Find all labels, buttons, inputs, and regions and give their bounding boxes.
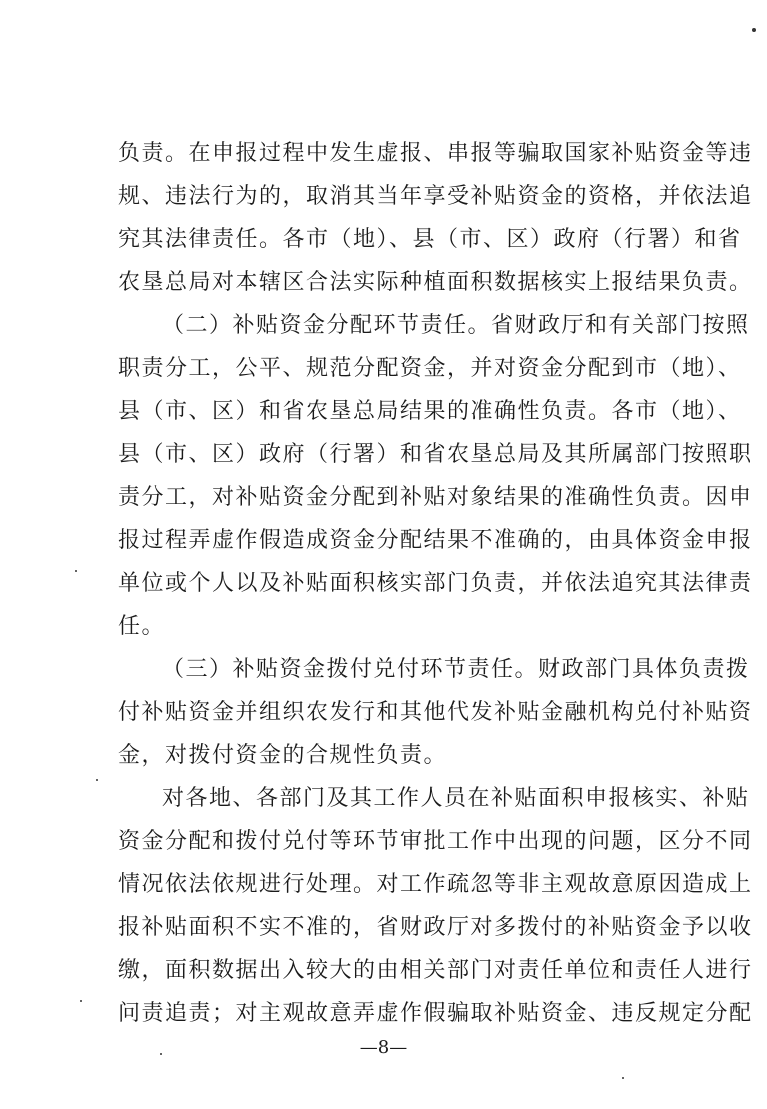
scan-speck	[622, 1077, 624, 1079]
text-line: 究其法律责任。各市（地）、县（市、区）政府（行署）和省	[118, 227, 742, 252]
scan-speck	[160, 1053, 162, 1055]
text-line: 职责分工，公平、规范分配资金，并对资金分配到市（地）、	[118, 356, 742, 381]
text-line: 问责追责；对主观故意弄虚作假骗取补贴资金、违反规定分配	[118, 1001, 753, 1026]
page-number: —8—	[359, 1037, 408, 1058]
text-line: 负责。在申报过程中发生虚报、串报等骗取国家补贴资金等违	[118, 141, 753, 166]
section-heading-line: （三）补贴资金拨付兑付环节责任。财政部门具体负责拨	[162, 657, 750, 682]
text-line: 农垦总局对本辖区合法实际种植面积数据核实上报结果负责。	[118, 270, 753, 295]
section-heading-line: （二）补贴资金分配环节责任。省财政厅和有关部门按照	[162, 313, 750, 338]
text-line: 县（市、区）政府（行署）和省农垦总局及其所属部门按照职	[118, 442, 753, 467]
text-line: 缴，面积数据出入较大的由相关部门对责任单位和责任人进行	[118, 958, 753, 983]
text-line: 责分工，对补贴资金分配到补贴对象结果的准确性负责。因申	[118, 485, 753, 510]
text-line: 单位或个人以及补贴面积核实部门负责，并依法追究其法律责	[118, 571, 753, 596]
text-line: 任。	[118, 614, 166, 639]
scan-speck	[80, 1000, 82, 1002]
text-line: 对各地、各部门及其工作人员在补贴面积申报核实、补贴	[162, 786, 750, 811]
scan-speck	[75, 570, 77, 572]
scan-speck	[752, 28, 756, 32]
scan-speck	[96, 779, 98, 781]
text-line: 报过程弄虚作假造成资金分配结果不准确的，由具体资金申报	[118, 528, 753, 553]
text-line: 金，对拨付资金的合规性负责。	[118, 743, 448, 768]
text-line: 县（市、区）和省农垦总局结果的准确性负责。各市（地）、	[118, 399, 742, 424]
text-line: 付补贴资金并组织农发行和其他代发补贴金融机构兑付补贴资	[118, 700, 753, 725]
text-line: 规、违法行为的，取消其当年享受补贴资金的资格，并依法追	[118, 184, 753, 209]
text-line: 报补贴面积不实不准的，省财政厅对多拨付的补贴资金予以收	[118, 915, 753, 940]
text-line: 资金分配和拨付兑付等环节审批工作中出现的问题，区分不同	[118, 829, 753, 854]
text-line: 情况依法依规进行处理。对工作疏忽等非主观故意原因造成上	[118, 872, 753, 897]
